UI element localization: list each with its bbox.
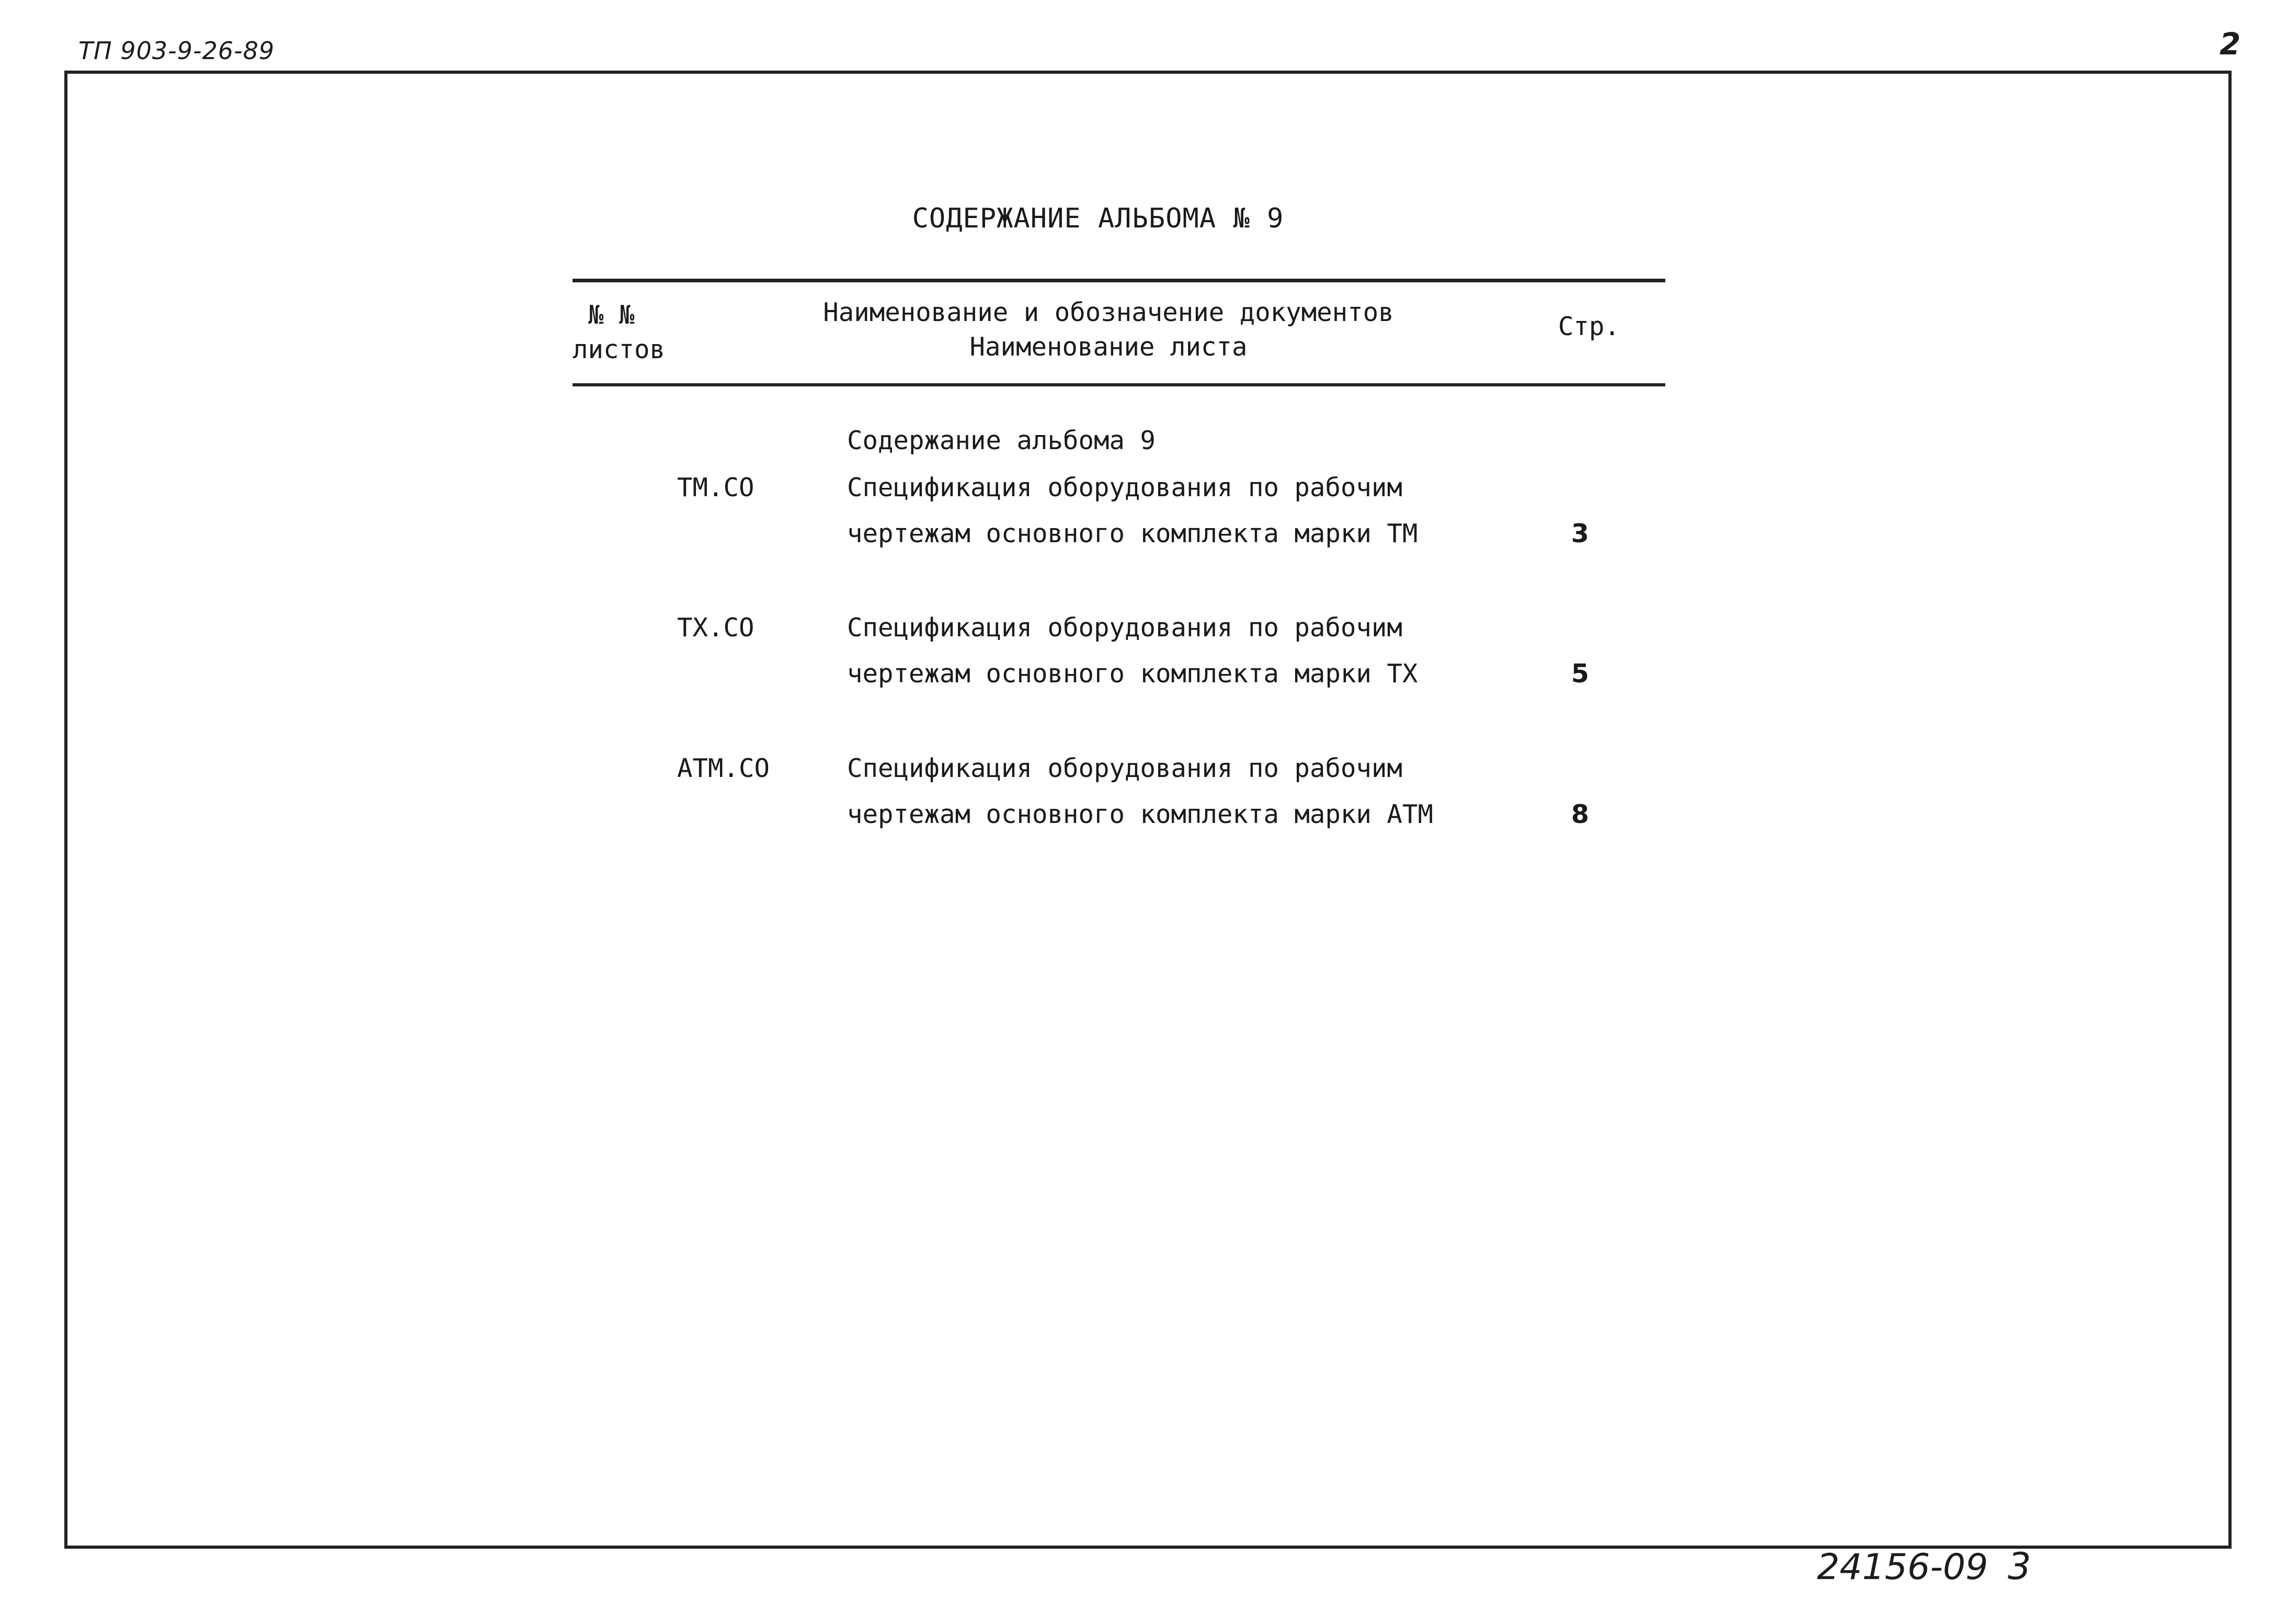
- table-row-description-line2: чертежам основного комплекта марки ТХ: [847, 659, 1418, 689]
- table-row-contents-text: Содержание альбома 9: [847, 426, 1156, 455]
- column-header-sheet-number: [573, 298, 665, 367]
- table-row-description-line2: чертежам основного комплекта марки ТМ: [847, 519, 1418, 548]
- column-header-sheet-number-line1: № №: [588, 300, 635, 330]
- column-header-document-name-line2: Наименование листа: [969, 332, 1248, 362]
- inventory-page: 3: [2008, 1545, 2031, 1588]
- table-row-code: ТМ.СО: [677, 473, 754, 502]
- inventory-number: 24156-09: [1817, 1547, 1988, 1588]
- table-row-code: ТХ.СО: [677, 613, 754, 643]
- table-row-description-line1: Спецификация оборудования по рабочим: [847, 473, 1403, 502]
- table-row-description-line1: Спецификация оборудования по рабочим: [847, 753, 1403, 783]
- page-title: СОДЕРЖАНИЕ АЛЬБОМА № 9: [912, 203, 1284, 234]
- table-row-description-line1: Спецификация оборудования по рабочим: [847, 613, 1403, 643]
- table-row-page: 8: [1571, 799, 1589, 829]
- column-header-document-name: [795, 295, 1422, 364]
- table-row-description-line2: чертежам основного комплекта марки АТМ: [847, 799, 1434, 829]
- column-header-page: Стр.: [1558, 312, 1620, 341]
- table-header-rule: [573, 383, 1665, 386]
- table-row-page: 3: [1571, 519, 1589, 548]
- table-row-page: 5: [1571, 659, 1589, 689]
- column-header-document-name-line1: Наименование и обозначение документов: [823, 298, 1394, 327]
- document-code: ТП 903-9-26-89: [78, 37, 275, 65]
- column-header-sheet-number-line2: листов: [573, 335, 666, 364]
- sheet-number: 2: [2220, 26, 2241, 62]
- table-row-code: АТМ.СО: [677, 753, 770, 783]
- table-top-rule: [573, 279, 1665, 282]
